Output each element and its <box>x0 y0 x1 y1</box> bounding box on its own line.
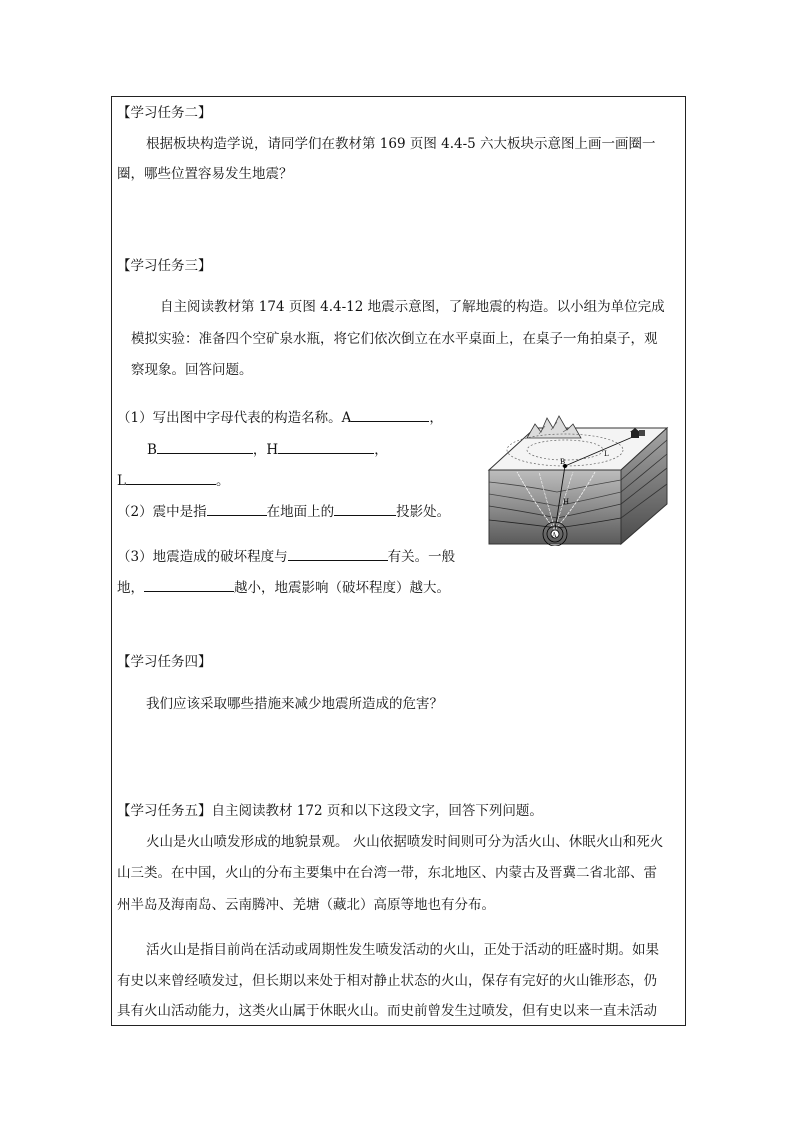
label-l: L <box>604 450 609 458</box>
blank-l[interactable] <box>126 470 216 485</box>
task3-line2: 模拟实验：准备四个空矿泉水瓶，将它们依次倒立在水平桌面上，在桌子一角拍桌子，观 <box>131 331 658 347</box>
task3-line3: 察现象。回答问题。 <box>131 362 253 378</box>
label-h: H <box>563 498 570 506</box>
blank-distance[interactable] <box>144 577 234 592</box>
task2-line2: 圈，哪些位置容易发生地震？ <box>117 166 293 182</box>
task4-line1: 我们应该采取哪些措施来减少地震所造成的危害？ <box>146 696 443 712</box>
mountain-shape <box>527 416 581 438</box>
question-1-line3: L 。 <box>117 470 229 491</box>
task5-p2-line2: 有史以来曾经喷发过，但长期以来处于相对静止状态的火山，保存有完好的火山锥形态，仍 <box>117 973 657 989</box>
label-a: A <box>552 532 557 539</box>
task4-heading: 【学习任务四】 <box>117 654 212 670</box>
question-2: （2）震中是指 在地面上的 投影处。 <box>117 501 450 522</box>
blank-a[interactable] <box>351 407 429 422</box>
task5-p1-line3: 州半岛及海南岛、云南腾冲、羌塘（藏北）高原等地也有分布。 <box>117 897 495 913</box>
blank-focus[interactable] <box>207 501 267 516</box>
blank-h[interactable] <box>278 439 374 454</box>
task3-heading: 【学习任务三】 <box>117 258 212 274</box>
question-1: （1）写出图中字母代表的构造名称。A ， <box>117 407 443 428</box>
task2-line1: 根据板块构造学说，请同学们在教材第 169 页图 4.4-5 六大板块示意图上画一画圈一 <box>146 136 656 152</box>
task5-heading-line <box>117 801 543 821</box>
task5-heading: 【学习任务五】 <box>117 803 212 819</box>
task5-p1-line1: 火山是火山喷发形成的地貌景观。 火山依据喷发时间则可分为活火山、休眠火山和死火 <box>146 834 664 850</box>
blank-vertical[interactable] <box>334 501 396 516</box>
question-1-line2: B ，H ， <box>147 439 388 460</box>
task2-heading: 【学习任务二】 <box>117 105 212 121</box>
blank-factor[interactable] <box>288 546 388 561</box>
task5-p2-line3: 具有火山活动能力，这类火山属于休眠火山。而史前曾发生过喷发，但有史以来一直未活动 <box>117 1003 657 1019</box>
earthquake-diagram <box>487 410 673 546</box>
task5-p2-line1: 活火山是指目前尚在活动或周期性发生喷发活动的火山，正处于活动的旺盛时期。如果 <box>146 942 659 958</box>
label-b: B <box>560 458 566 466</box>
blank-b[interactable] <box>157 439 253 454</box>
task5-p1-line2: 山三类。在中国，火山的分布主要集中在台湾一带，东北地区、内蒙古及晋冀二省北部、雷 <box>117 865 657 881</box>
question-3-line2: 地， 越小，地震影响（破坏程度）越大。 <box>117 577 450 598</box>
task5-intro: 自主阅读教材 172 页和以下这段文字，回答下列问题。 <box>211 803 543 819</box>
task3-line1: 自主阅读教材第 174 页图 4.4-12 地震示意图，了解地震的构造。以小组为单位完成 <box>160 299 665 315</box>
question-3: （3）地震造成的破坏程度与 有关。一般 <box>117 546 455 567</box>
